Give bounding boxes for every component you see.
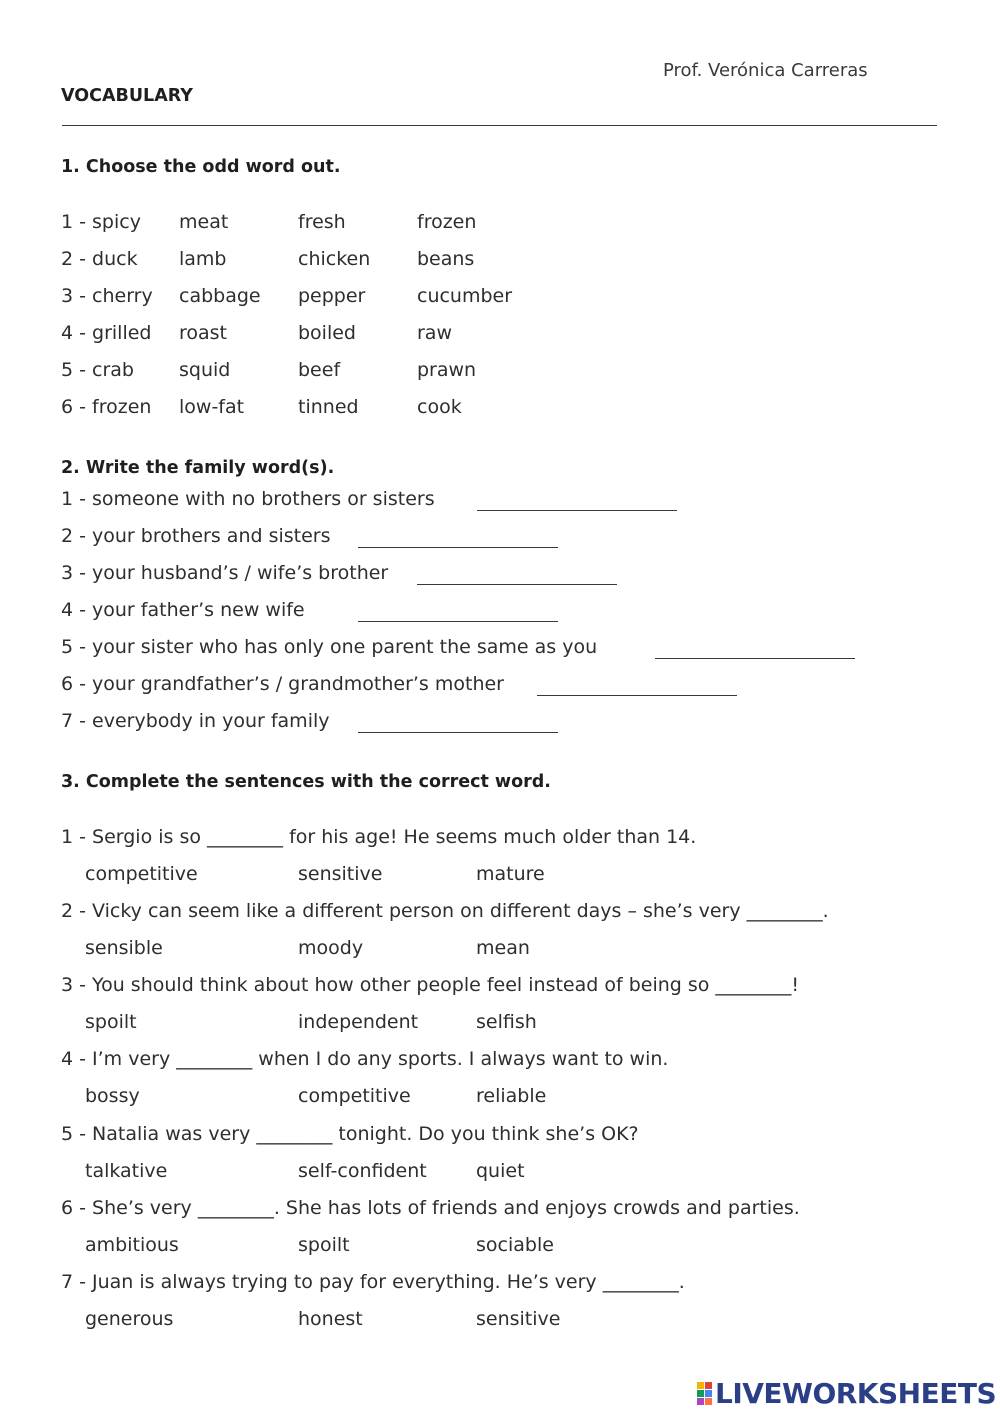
odd-word-cell[interactable]: cabbage: [179, 285, 261, 307]
answer-blank[interactable]: [358, 533, 558, 548]
answer-option[interactable]: sensitive: [298, 863, 383, 885]
sentence-prompt: 1 - Sergio is so ________ for his age! He seems much older than 14.: [61, 826, 697, 848]
answer-option[interactable]: talkative: [85, 1160, 168, 1182]
family-word-prompt: 2 - your brothers and sisters: [61, 525, 331, 547]
odd-word-cell[interactable]: cook: [417, 396, 462, 418]
odd-word-cell[interactable]: prawn: [417, 359, 477, 381]
answer-option[interactable]: spoilt: [85, 1011, 137, 1033]
odd-word-cell[interactable]: frozen: [417, 211, 477, 233]
section2-heading: 2. Write the family word(s).: [61, 458, 335, 478]
answer-option[interactable]: ambitious: [85, 1234, 179, 1256]
odd-word-cell[interactable]: chicken: [298, 248, 371, 270]
odd-word-cell[interactable]: pepper: [298, 285, 366, 307]
odd-word-cell[interactable]: 3 - cherry: [61, 285, 153, 307]
logo-square: [697, 1390, 704, 1397]
sentence-prompt: 5 - Natalia was very ________ tonight. Do you think she’s OK?: [61, 1123, 639, 1145]
odd-word-cell[interactable]: 4 - grilled: [61, 322, 152, 344]
liveworksheets-logo[interactable]: [697, 1377, 996, 1410]
odd-word-cell[interactable]: 2 - duck: [61, 248, 138, 270]
odd-word-cell[interactable]: boiled: [298, 322, 356, 344]
odd-word-cell[interactable]: fresh: [298, 211, 346, 233]
answer-option[interactable]: quiet: [476, 1160, 525, 1182]
answer-blank[interactable]: [537, 681, 737, 696]
logo-text: LIVEWORKSHEETS: [715, 1377, 997, 1410]
answer-blank[interactable]: [417, 570, 617, 585]
answer-option[interactable]: sociable: [476, 1234, 554, 1256]
odd-word-cell[interactable]: 6 - frozen: [61, 396, 152, 418]
answer-blank[interactable]: [477, 496, 677, 511]
answer-option[interactable]: spoilt: [298, 1234, 350, 1256]
family-word-prompt: 3 - your husband’s / wife’s brother: [61, 562, 389, 584]
answer-option[interactable]: sensible: [85, 937, 163, 959]
answer-option[interactable]: self-confident: [298, 1160, 427, 1182]
answer-option[interactable]: reliable: [476, 1085, 547, 1107]
odd-word-cell[interactable]: tinned: [298, 396, 359, 418]
answer-option[interactable]: generous: [85, 1308, 174, 1330]
header-divider: [62, 125, 937, 126]
answer-option[interactable]: moody: [298, 937, 364, 959]
answer-blank[interactable]: [655, 644, 855, 659]
logo-square: [705, 1382, 712, 1389]
logo-square: [697, 1382, 704, 1389]
family-word-prompt: 1 - someone with no brothers or sisters: [61, 488, 435, 510]
author-name: Prof. Verónica Carreras: [663, 60, 868, 81]
odd-word-cell[interactable]: lamb: [179, 248, 227, 270]
sentence-prompt: 3 - You should think about how other people feel instead of being so ________!: [61, 974, 800, 996]
odd-word-cell[interactable]: cucumber: [417, 285, 513, 307]
answer-blank[interactable]: [358, 607, 558, 622]
logo-square: [705, 1398, 712, 1405]
family-word-prompt: 7 - everybody in your family: [61, 710, 330, 732]
logo-square: [697, 1398, 704, 1405]
family-word-prompt: 6 - your grandfather’s / grandmother’s mother: [61, 673, 504, 695]
odd-word-cell[interactable]: beef: [298, 359, 341, 381]
answer-option[interactable]: selfish: [476, 1011, 537, 1033]
answer-blank[interactable]: [358, 718, 558, 733]
sentence-prompt: 6 - She’s very ________. She has lots of friends and enjoys crowds and parties.: [61, 1197, 800, 1219]
sentence-prompt: 7 - Juan is always trying to pay for everything. He’s very ________.: [61, 1271, 685, 1293]
answer-option[interactable]: sensitive: [476, 1308, 561, 1330]
odd-word-cell[interactable]: meat: [179, 211, 229, 233]
section3-heading: 3. Complete the sentences with the correct word.: [61, 772, 551, 792]
answer-option[interactable]: independent: [298, 1011, 419, 1033]
answer-option[interactable]: mean: [476, 937, 530, 959]
logo-mark-icon: [697, 1382, 712, 1405]
sentence-prompt: 2 - Vicky can seem like a different person on different days – she’s very ________.: [61, 900, 829, 922]
section1-heading: 1. Choose the odd word out.: [61, 157, 341, 177]
odd-word-cell[interactable]: 5 - crab: [61, 359, 134, 381]
odd-word-cell[interactable]: beans: [417, 248, 475, 270]
logo-square: [705, 1390, 712, 1397]
answer-option[interactable]: bossy: [85, 1085, 140, 1107]
answer-option[interactable]: mature: [476, 863, 545, 885]
sentence-prompt: 4 - I’m very ________ when I do any sports. I always want to win.: [61, 1048, 669, 1070]
answer-option[interactable]: competitive: [298, 1085, 411, 1107]
family-word-prompt: 5 - your sister who has only one parent the same as you: [61, 636, 598, 658]
odd-word-cell[interactable]: squid: [179, 359, 231, 381]
odd-word-cell[interactable]: 1 - spicy: [61, 211, 141, 233]
odd-word-cell[interactable]: roast: [179, 322, 228, 344]
odd-word-cell[interactable]: raw: [417, 322, 452, 344]
page-title: VOCABULARY: [61, 86, 193, 106]
answer-option[interactable]: competitive: [85, 863, 198, 885]
family-word-prompt: 4 - your father’s new wife: [61, 599, 305, 621]
answer-option[interactable]: honest: [298, 1308, 363, 1330]
odd-word-cell[interactable]: low-fat: [179, 396, 245, 418]
